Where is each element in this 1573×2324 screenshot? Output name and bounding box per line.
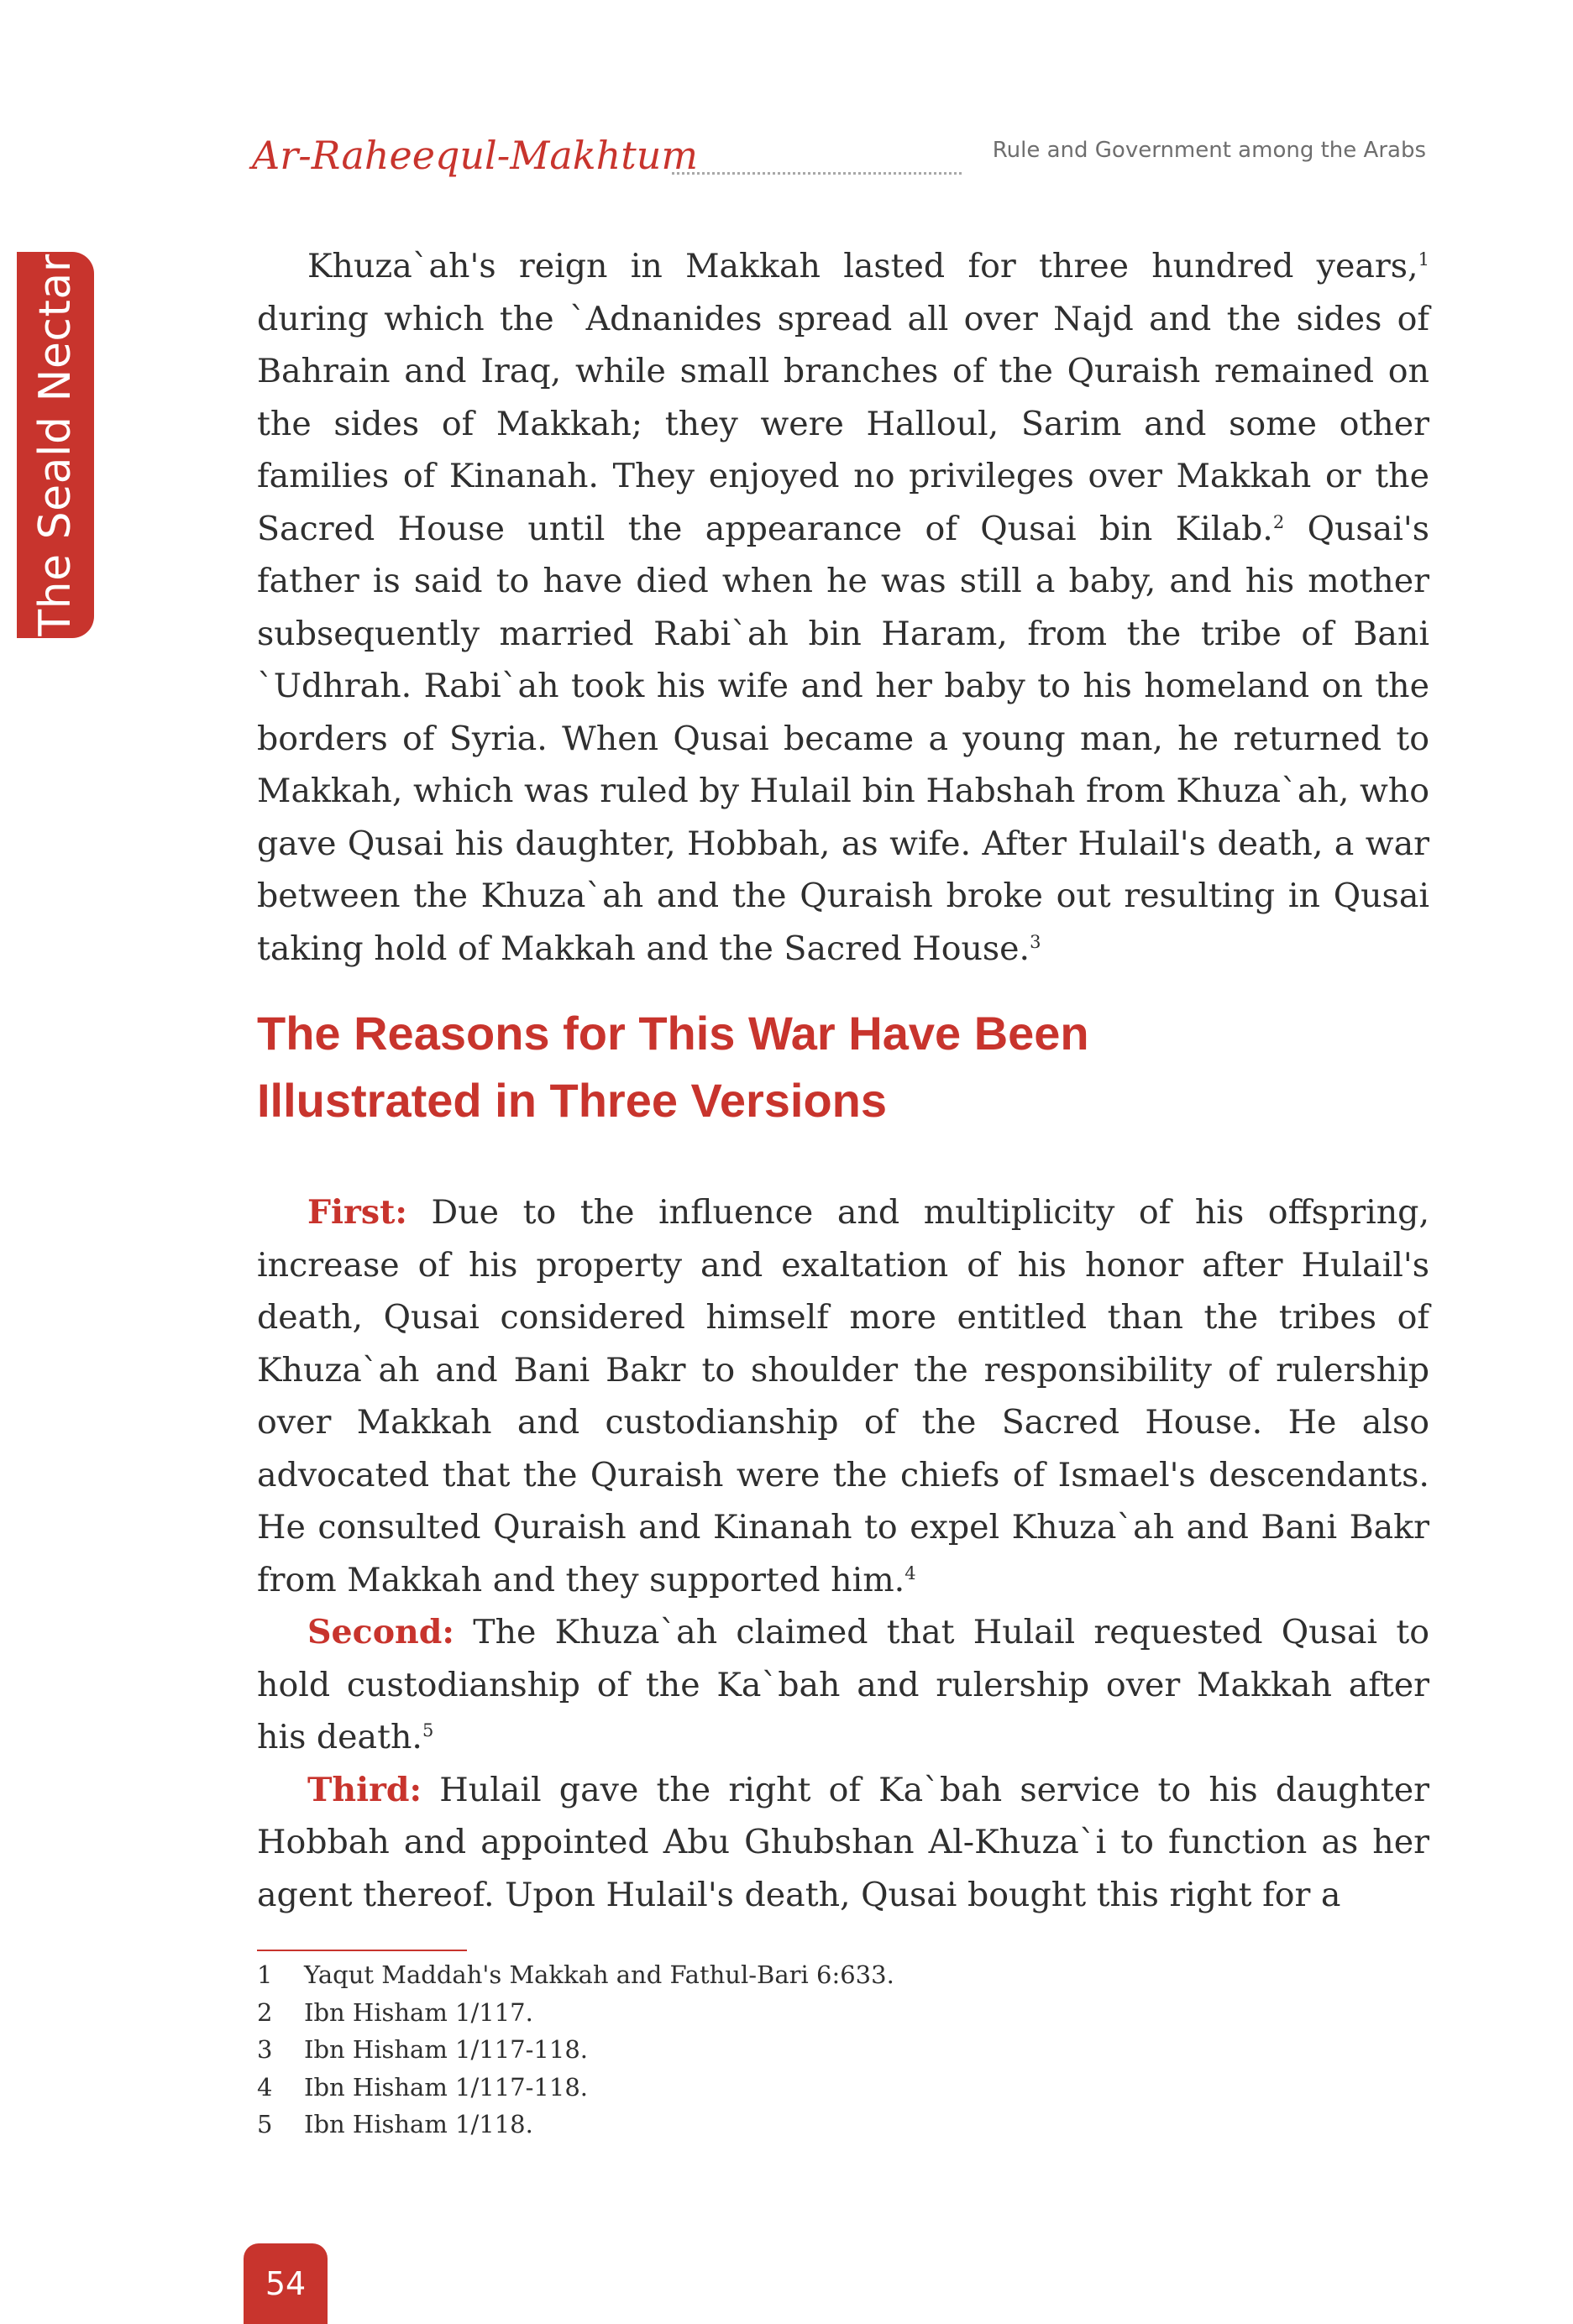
footnote-text: Ibn Hisham 1/117-118. xyxy=(304,2035,588,2064)
book-title: Ar-Raheequl-Makhtum xyxy=(252,133,699,178)
footnote-ref: 3 xyxy=(1030,931,1041,952)
footnote-ref: 5 xyxy=(422,1719,434,1740)
paragraph-text: during which the `Adnanides spread all over Najd and the sides of Bahrain and Iraq, while small branches of the Quraish remained on the sides of Makkah; they were Halloul, Sarim and some other families of Kinanah. They enjoyed no privileges over Makkah or the Sacred House until the appearance of Qusai bin Kilab. xyxy=(257,299,1429,548)
footnote-text: Yaqut Maddah's Makkah and Fathul-Bari 6:633. xyxy=(304,1960,894,1989)
section-heading xyxy=(257,1000,1429,1134)
footnote-ref: 1 xyxy=(1418,249,1429,270)
page-number-badge xyxy=(244,2243,328,2324)
version-label: First: xyxy=(307,1193,407,1232)
footnote-rule xyxy=(257,1950,467,1951)
version-label: Second: xyxy=(307,1613,454,1651)
footnote xyxy=(257,1994,1429,2032)
version-second xyxy=(257,1606,1429,1764)
page-number: 54 xyxy=(265,2265,307,2302)
version-label: Third: xyxy=(307,1770,422,1809)
footnote xyxy=(257,2069,1429,2107)
footnote xyxy=(257,2106,1429,2143)
footnote-text: Ibn Hisham 1/117. xyxy=(304,1997,533,2027)
side-tab xyxy=(17,252,94,638)
chapter-title: Rule and Government among the Arabs xyxy=(992,138,1426,163)
paragraph-text: Qusai's father is said to have died when he was still a baby, and his mother subsequently married Rabi`ah bin Haram, from the tribe of Bani `Udhrah. Rabi`ah took his wife and her baby to his homeland on the borders of Syria. When Qusai became a young man, he returned to Makkah, which was ruled by Hulail bin Habshah from Khuza`ah, who gave Qusai his daughter, Hobbah, as wife. After Hulail's death, a war between the Khuza`ah and the Quraish broke out resulting in Qusai taking hold of Makkah and the Sacred House. xyxy=(257,509,1429,968)
footnote-ref: 2 xyxy=(1272,511,1285,532)
footnote-text: Ibn Hisham 1/117-118. xyxy=(304,2072,588,2102)
version-text: The Khuza`ah claimed that Hulail requested Qusai to hold custodianship of the Ka`bah and rulership over Makkah after his death. xyxy=(257,1613,1429,1756)
footnote-number: 3 xyxy=(257,2035,273,2064)
footnote xyxy=(257,2031,1429,2069)
paragraph-text: Khuza`ah's reign in Makkah lasted for three hundred years, xyxy=(307,247,1418,285)
version-text: Hulail gave the right of Ka`bah service to his daughter Hobbah and appointed Abu Ghubshan Al-Khuza`i to function as her agent thereof. Upon Hulail's death, Qusai bought this right for a xyxy=(257,1770,1429,1914)
footnote-number: 5 xyxy=(257,2110,273,2138)
header-dotted-rule xyxy=(672,172,962,175)
page-body xyxy=(257,240,1429,1921)
footnotes xyxy=(257,1956,1429,2143)
version-third xyxy=(257,1764,1429,1922)
heading-line-1: The Reasons for This War Have Been xyxy=(257,1007,1089,1060)
footnote-ref: 4 xyxy=(904,1562,916,1583)
side-tab-title: The Seald Nectar xyxy=(30,254,81,636)
heading-line-2: Illustrated in Three Versions xyxy=(257,1074,888,1127)
paragraph-intro xyxy=(257,240,1429,975)
footnote-number: 1 xyxy=(257,1960,273,1989)
footnote-text: Ibn Hisham 1/118. xyxy=(304,2110,533,2138)
footnote-number: 2 xyxy=(257,1997,273,2027)
footnote-number: 4 xyxy=(257,2072,273,2102)
footnote xyxy=(257,1956,1429,1994)
version-text: Due to the influence and multiplicity of his offspring, increase of his property and exaltation of his honor after Hulail's death, Qusai considered himself more entitled than the tribes of Khuza`ah and Bani Bakr to shoulder the responsibility of rulership over Makkah and custodianship of the Sacred House. He also advocated that the Quraish were the chiefs of Ismael's descendants. He consulted Quraish and Kinanah to expel Khuza`ah and Bani Bakr from Makkah and they supported him. xyxy=(257,1193,1429,1599)
version-first xyxy=(257,1186,1429,1606)
